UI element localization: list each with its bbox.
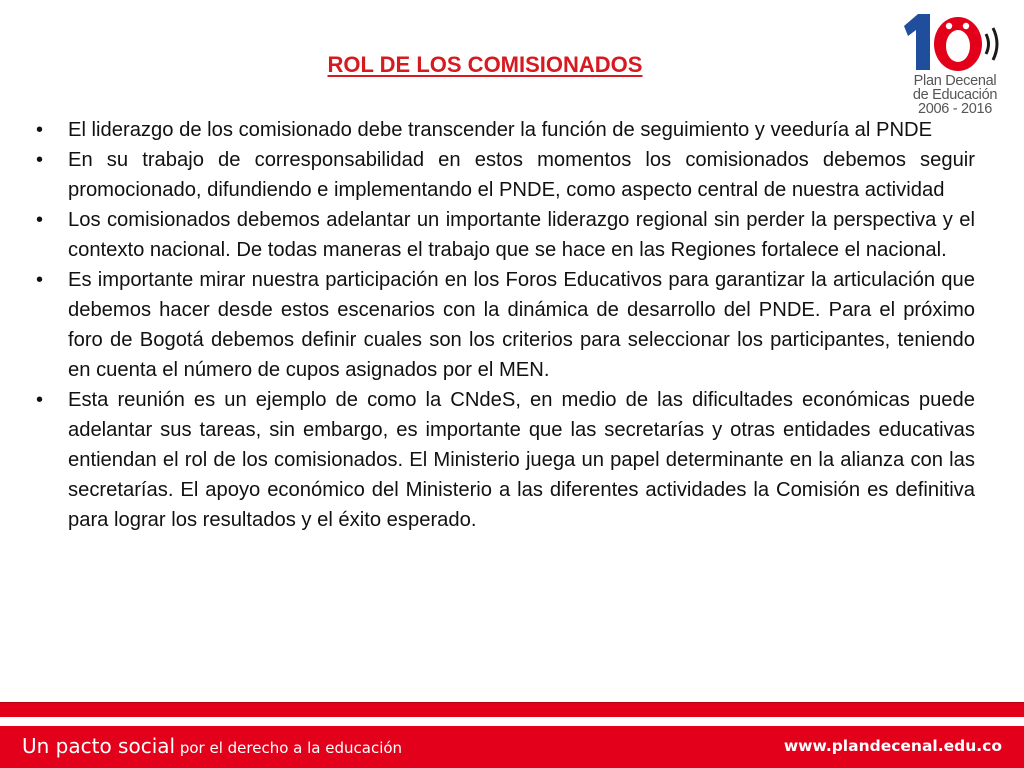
logo-text-line-2: de Educación [912, 87, 998, 103]
bullet-dot-icon: • [36, 269, 44, 291]
slogan-main: Un pacto social [22, 734, 176, 758]
bullet-item [32, 385, 975, 535]
bullet-dot-icon: • [36, 149, 44, 171]
logo-text-line-1: Plan Decenal [913, 73, 997, 89]
bullet-text: Los comisionados debemos adelantar un importante liderazgo regional sin perder la perspectiva y el contexto nacional. De todas maneras el trabajo que se hace en las Regiones fortalece el nacional. [68, 209, 975, 261]
footer-url: www.plandecenal.edu.co [783, 737, 1002, 755]
bullet-item [32, 145, 975, 205]
bullet-dot-icon: • [36, 119, 44, 141]
bullet-text: Es importante mirar nuestra participación en los Foros Educativos para garantizar la articulación que debemos hacer desde estos escenarios con la dinámica de desarrollo del PNDE. Para el próximo foro de Bogotá debemos definir cuales son los criterios para seleccionar los participantes, teniendo en cuenta el número de cupos asignados por el MEN. [68, 269, 975, 381]
bullet-text: En su trabajo de corresponsabilidad en estos momentos los comisionados debemos seguir promocionado, difundiendo e implementando el PNDE, como aspecto central de nuestra actividad [68, 149, 975, 201]
footer-strip [0, 702, 1024, 718]
slogan-sub: por el derecho a la educación [175, 739, 403, 757]
bullet-dot-icon: • [36, 389, 44, 411]
plan-decenal-logo [896, 8, 1014, 120]
bullet-item [32, 205, 975, 265]
footer-gap [0, 717, 1024, 726]
bullet-text: El liderazgo de los comisionado debe transcender la función de seguimiento y veeduría al PNDE [68, 119, 933, 141]
bullet-text: Esta reunión es un ejemplo de como la CNdeS, en medio de las dificultades económicas puede adelantar sus tareas, sin embargo, es importante que las secretarías y otras entidades educativas entiendan el rol de los comisionados. El Ministerio juega un papel determinante en la alianza con las secretarías. El apoyo económico del Ministerio a las diferentes actividades la Comisión es definitiva para lograr los resultados y el éxito esperado. [68, 389, 975, 531]
bullet-list [32, 115, 975, 535]
slide-title: ROL DE LOS COMISIONADOS [327, 52, 643, 77]
logo-text-line-3: 2006 - 2016 [917, 101, 993, 117]
footer-bar [0, 726, 1024, 768]
bullet-item [32, 115, 975, 145]
footer-slogan [22, 734, 402, 758]
bullet-dot-icon: • [36, 209, 44, 231]
ten-speech-logo-icon [896, 8, 1014, 72]
bullet-item [32, 265, 975, 385]
